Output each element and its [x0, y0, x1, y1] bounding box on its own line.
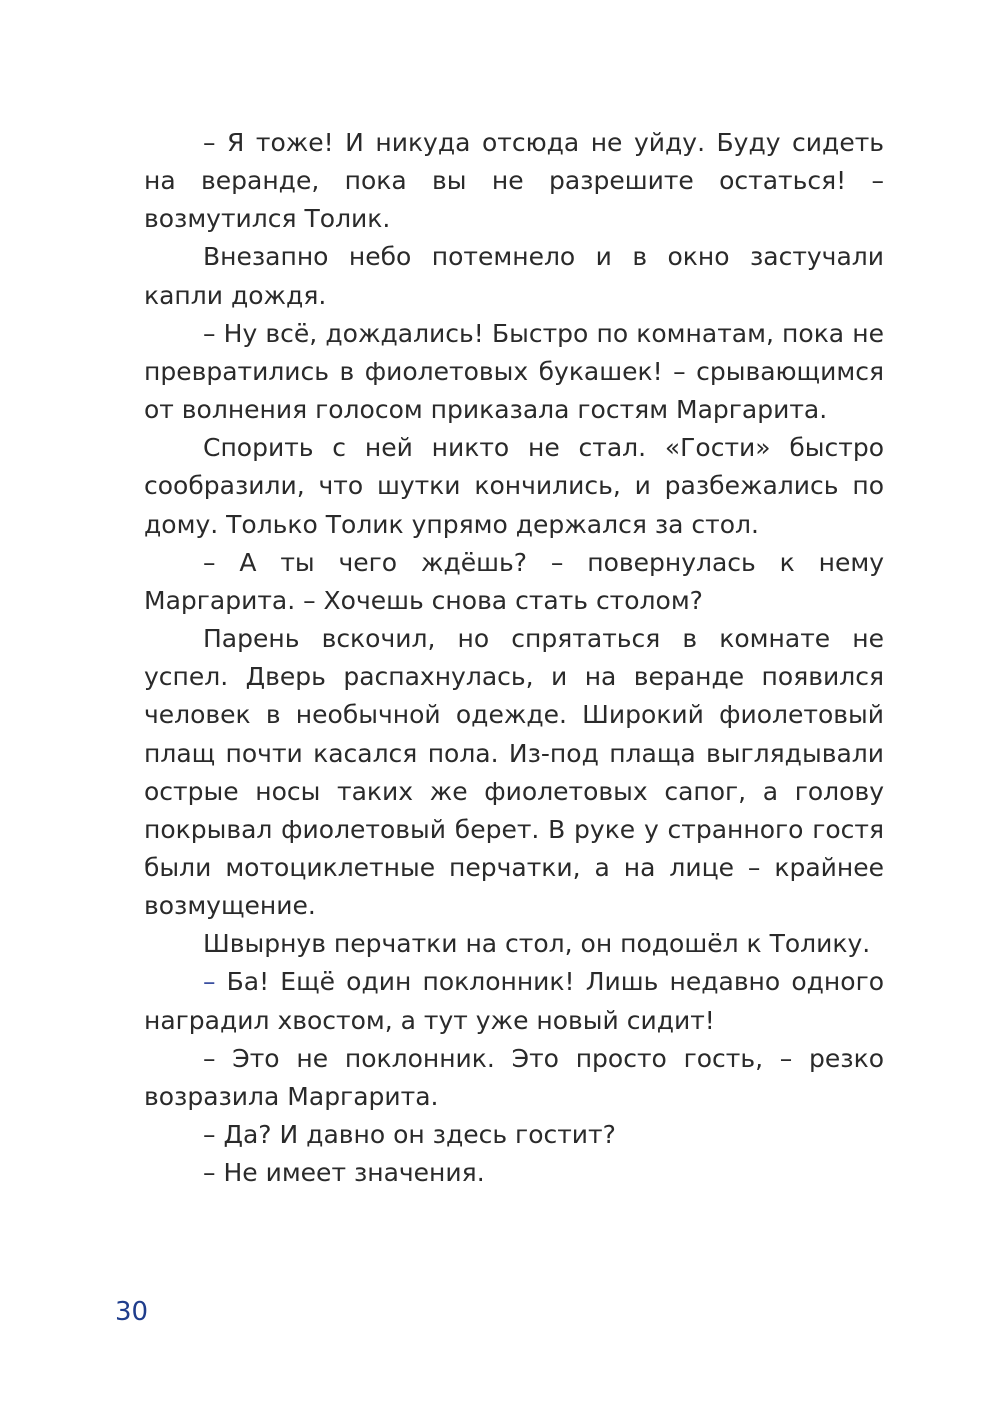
paragraph-8	[144, 963, 884, 1039]
paragraph-6: Парень вскочил, но спрятаться в комнате не успел. Дверь распахнулась, и на веранде появился человек в необычной одежде. Широкий фиолетовый плащ почти касался пола. Из-под плаща выглядывали острые носы таких же фиолетовых сапог, а голову покрывал фиолетовый берет. В руке у странного гостя были мотоциклетные перчатки, а на лице – крайнее возмущение.	[144, 624, 884, 921]
body-text	[144, 124, 884, 1192]
paragraph-2: Внезапно небо потемнело и в окно застучали капли дождя.	[144, 242, 884, 310]
paragraph-9: – Это не поклонник. Это просто гость, – резко возразила Маргарита.	[144, 1043, 884, 1111]
paragraph-5: – А ты чего ждёшь? – повернулась к нему Маргарита. – Хочешь снова стать столом?	[144, 547, 884, 615]
paragraph-8-text: Ба! Ещё один поклонник! Лишь недавно одного наградил хвостом, а тут уже новый сидит!	[144, 967, 884, 1035]
dialogue-dash: –	[203, 967, 216, 997]
paragraph-10: – Да? И давно он здесь гостит?	[203, 1120, 616, 1150]
paragraph-1: – Я тоже! И никуда отсюда не уйду. Буду сидеть на веранде, пока вы не разрешите остаться! – возмутился Толик.	[144, 128, 884, 234]
paragraph-7: Швырнув перчатки на стол, он подошёл к Толику.	[203, 929, 871, 959]
paragraph-11: – Не имеет значения.	[203, 1158, 485, 1188]
page-number: 30	[115, 1297, 149, 1327]
paragraph-4: Спорить с ней никто не стал. «Гости» быстро сообразили, что шутки кончились, и разбежались по дому. Только Толик упрямо держался за стол.	[144, 433, 884, 539]
paragraph-3: – Ну всё, дождались! Быстро по комнатам, пока не превратились в фиолетовых букашек! – срывающимся от волнения голосом приказала гостям Маргарита.	[144, 318, 884, 425]
